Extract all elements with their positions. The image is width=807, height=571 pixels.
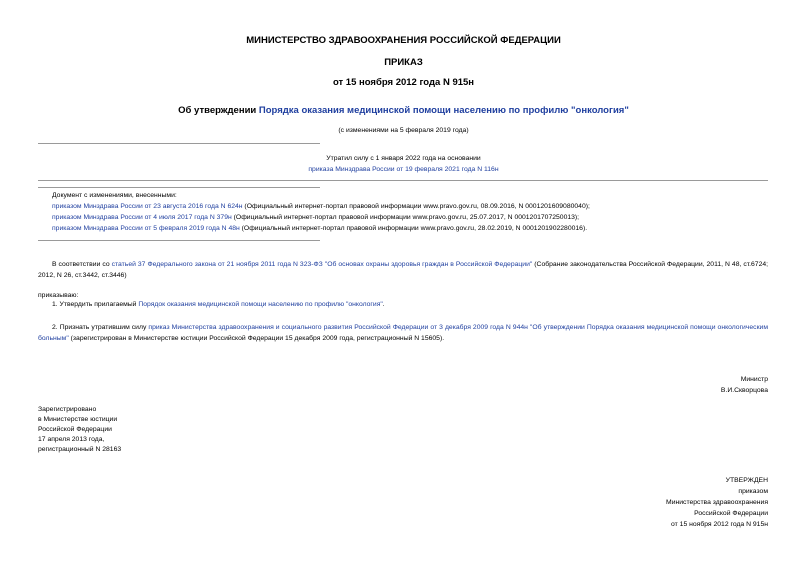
order-word: приказываю: [38, 292, 79, 299]
order-item-2 [38, 322, 768, 344]
approved-line: приказом [738, 488, 768, 495]
approved-line: УТВЕРЖДЕН [725, 477, 768, 484]
procedure-link[interactable]: Порядок оказания медицинской помощи населению по профилю "онкология" [138, 301, 383, 308]
registration-line: регистрационный N 28163 [38, 446, 122, 453]
amendment-source: (Официальный интернет-портал правовой информации www.pravo.gov.ru, 25.07.2017, N 0001201707250013); [231, 214, 580, 221]
amendment-item [52, 214, 579, 221]
expiry-note: Утратил силу с 1 января 2022 года на основании [326, 155, 481, 162]
separator [38, 180, 768, 181]
registration-line: в Министерстве юстиции [38, 416, 118, 423]
amendment-source: (Официальный интернет-портал правовой информации www.pravo.gov.ru, 28.02.2019, N 0001201902280016). [239, 225, 588, 232]
preamble-paragraph [38, 259, 768, 281]
signatory-position: Министр [740, 376, 768, 383]
expiry-link[interactable]: приказа Минздрава России от 19 февраля 2021 года N 116н [308, 166, 499, 173]
amendment-link[interactable]: приказом Минздрава России от 4 июля 2017 года N 379н [52, 214, 232, 221]
item2-prefix: 2. Признать утратившим силу [52, 324, 149, 331]
registration-line: 17 апреля 2013 года, [38, 436, 105, 443]
law-title-link[interactable]: "Об основах охраны здоровья граждан в Российской Федерации" [324, 261, 533, 268]
document-title [0, 105, 807, 116]
title-link[interactable]: Порядка оказания медицинской помощи населению по профилю "онкология" [258, 105, 629, 116]
amendment-item [52, 203, 590, 210]
expiry-link-wrap [0, 166, 807, 173]
preamble-prefix: В соответствии со [52, 261, 112, 268]
item2-registration: (зарегистрирован в Министерстве юстиции Российской Федерации 15 декабря 2009 года, регистрационный N 15605). [68, 335, 445, 342]
preamble-source: (Собрание законодательства Российской Федерации, 2011, N 48, ст.6724; 2012, N 26, ст.3442, ст.3446) [38, 261, 769, 279]
repealed-order-link[interactable]: приказ Министерства здравоохранения и социального развития Российской Федерации от 3 декабря 2009 года N 944н "Об утверждении Порядка оказания медицинской помощи онкологическим больным" [38, 324, 769, 342]
approved-line: Министерства здравоохранения [666, 499, 768, 506]
separator [38, 187, 320, 188]
item1-suffix: . [382, 301, 385, 308]
ministry-name: МИНИСТЕРСТВО ЗДРАВООХРАНЕНИЯ РОССИЙСКОЙ ФЕДЕРАЦИИ [246, 35, 561, 46]
approved-line: от 15 ноября 2012 года N 915н [671, 521, 768, 528]
order-item-1 [52, 301, 385, 308]
registration-line: Зарегистрировано [38, 406, 97, 413]
title-prefix: Об утверждении [178, 105, 259, 116]
separator [38, 143, 320, 144]
document-type: ПРИКАЗ [384, 57, 423, 68]
registration-line: Российской Федерации [38, 426, 112, 433]
item1-prefix: 1. Утвердить прилагаемый [52, 301, 139, 308]
document-date-number: от 15 ноября 2012 года N 915н [332, 77, 475, 88]
amendment-link[interactable]: приказом Минздрава России от 5 февраля 2019 года N 48н [52, 225, 240, 232]
amendment-item [52, 225, 587, 232]
amendment-link[interactable]: приказом Минздрава России от 23 августа 2016 года N 624н [52, 203, 243, 210]
separator [38, 240, 320, 241]
amendments-heading: Документ с изменениями, внесенными: [52, 192, 177, 199]
signatory-name: В.И.Скворцова [720, 387, 768, 394]
approved-line: Российской Федерации [694, 510, 768, 517]
amendments-note: (с изменениями на 5 февраля 2019 года) [338, 127, 469, 134]
law-article-link[interactable]: статьей 37 Федерального закона от 21 ноября 2011 года N 323-ФЗ [111, 261, 323, 268]
amendment-source: (Официальный интернет-портал правовой информации www.pravo.gov.ru, 08.09.2016, N 0001201609080040); [242, 203, 590, 210]
